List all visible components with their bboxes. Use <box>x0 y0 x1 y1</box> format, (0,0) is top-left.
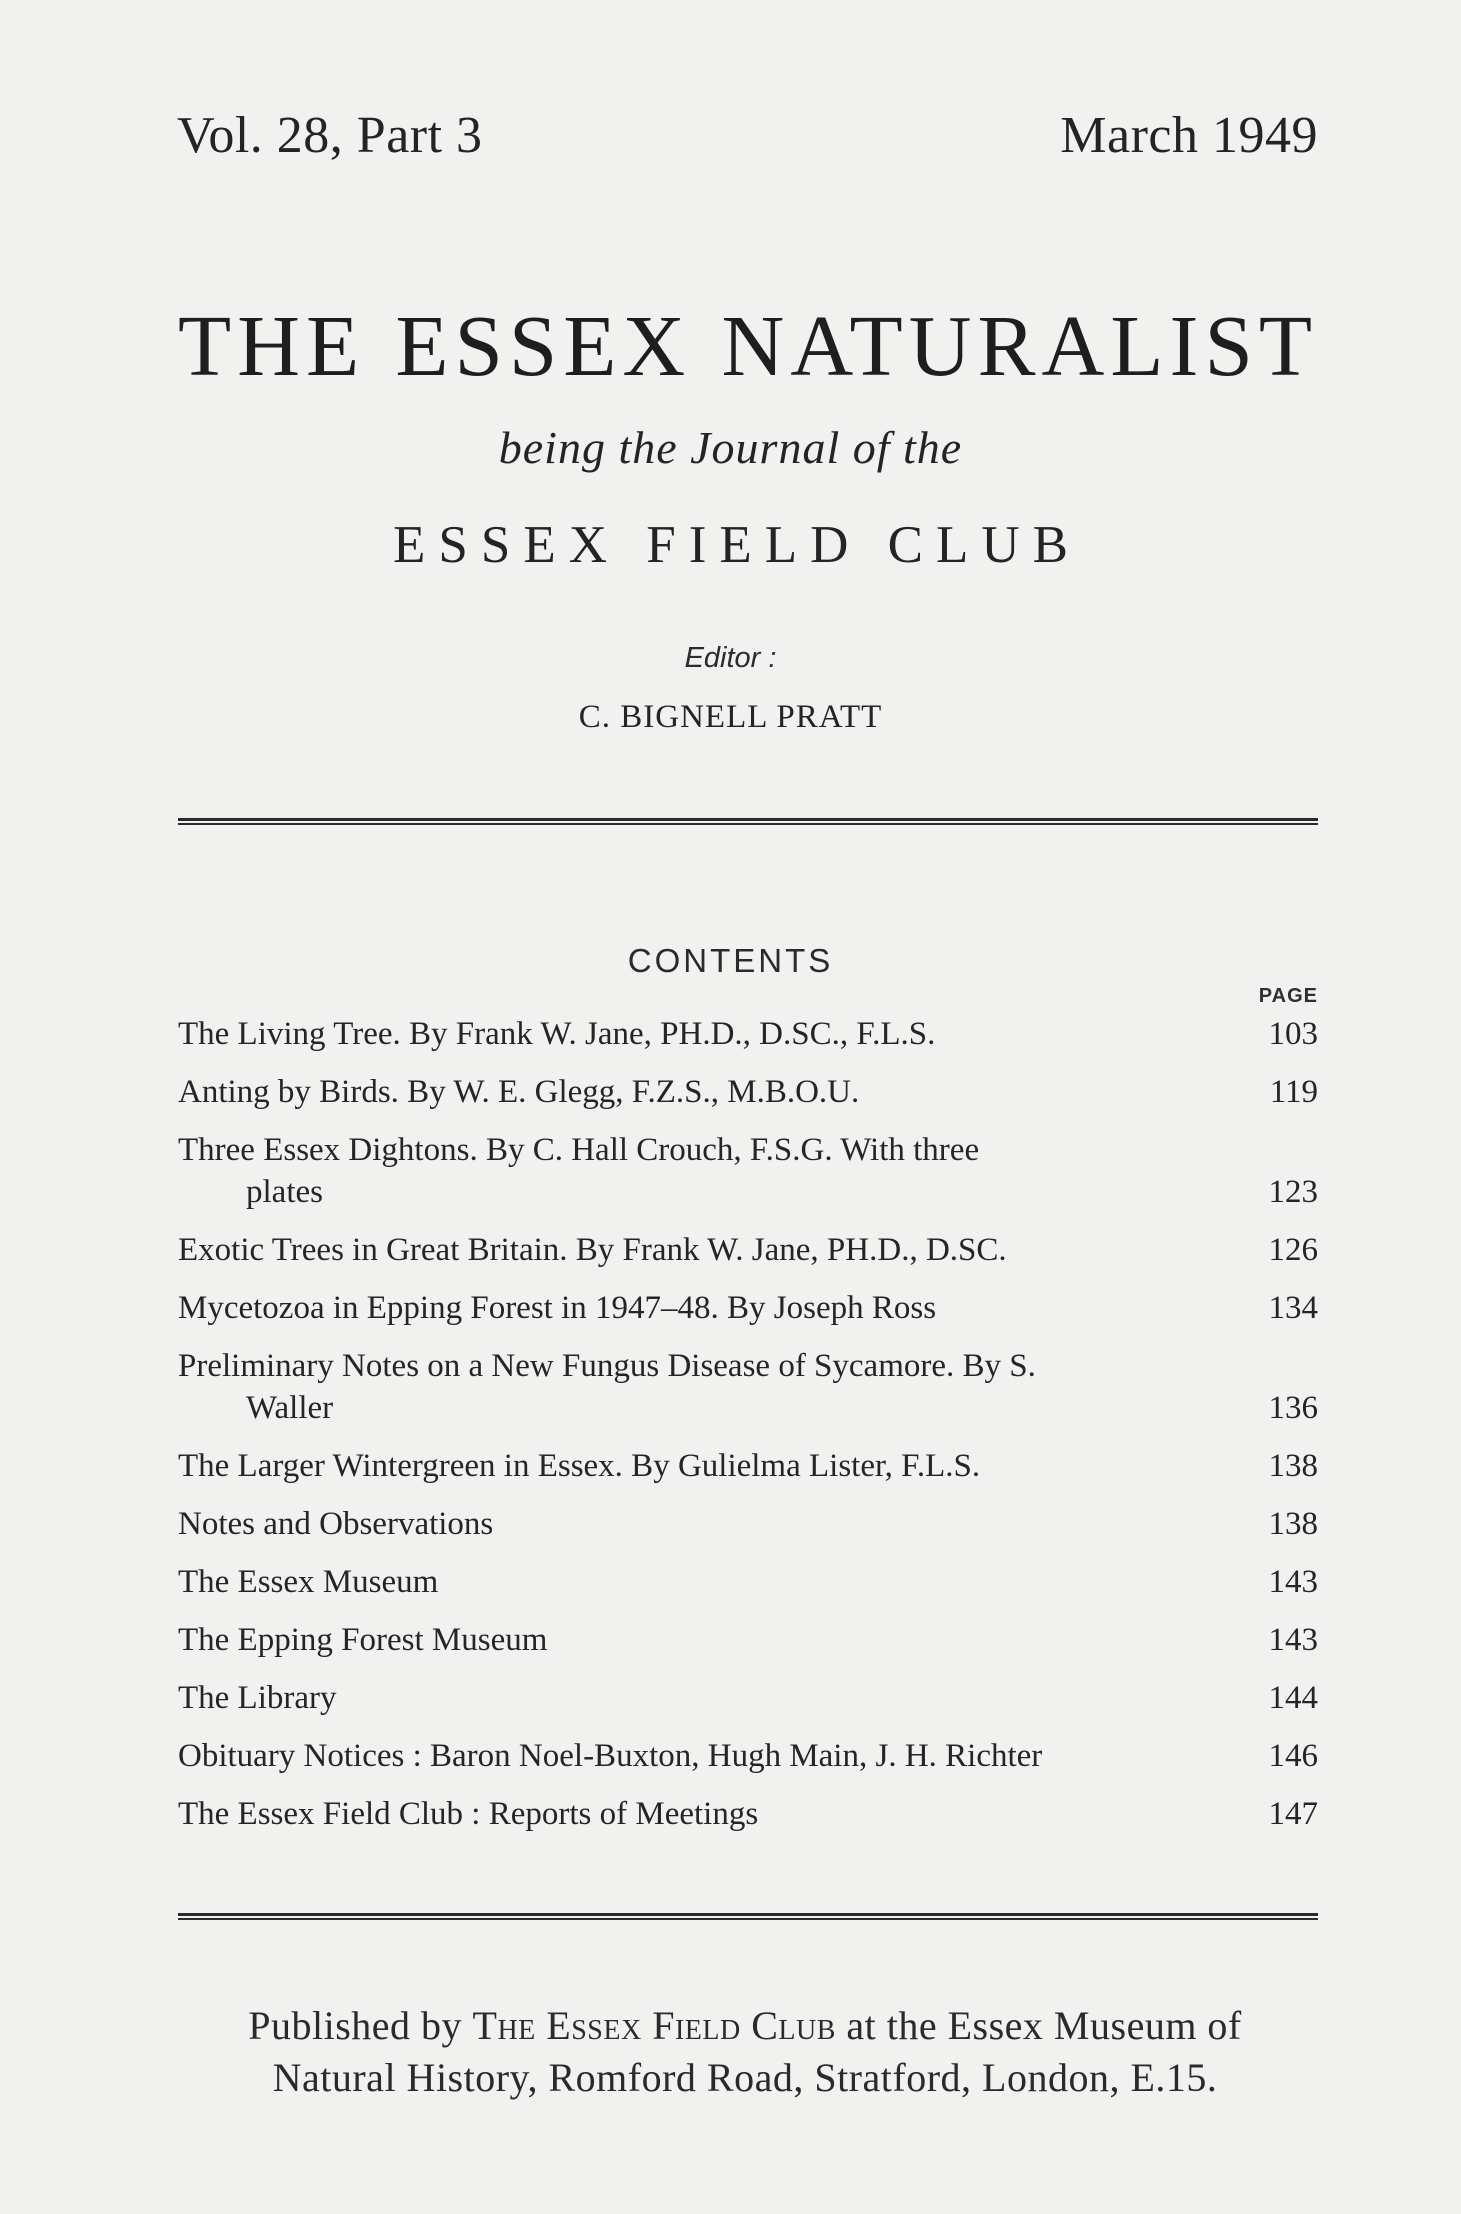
contents-entry-text <box>178 1013 1258 1055</box>
bottom-divider <box>178 1913 1318 1920</box>
contents-entry <box>178 1793 1318 1835</box>
journal-subtitle: being the Journal of the <box>498 422 963 473</box>
contents-entry-title: Three Essex Dightons. By C. Hall Crouch, F.S.G. With three <box>178 1132 980 1168</box>
contents-entry-page: 146 <box>1268 1738 1318 1774</box>
contents-entry-text <box>178 1071 1258 1113</box>
contents-entry <box>178 1677 1318 1719</box>
contents-entry-title: Anting by Birds. By W. E. Glegg, F.Z.S., M.B.O.U. <box>178 1074 860 1110</box>
contents-entry-text <box>178 1619 1258 1661</box>
contents-entry <box>178 1619 1318 1661</box>
contents-entry-page: 134 <box>1268 1290 1318 1326</box>
contents-entry <box>178 1503 1318 1545</box>
contents-entry-page: 143 <box>1268 1622 1318 1658</box>
contents-entry-page: 136 <box>1268 1390 1318 1426</box>
issue-date: March 1949 <box>1060 107 1318 164</box>
contents-entry <box>178 1735 1318 1777</box>
club-name: ESSEX FIELD CLUB <box>393 516 1081 574</box>
contents-heading: CONTENTS <box>627 942 834 979</box>
contents-entry-title: The Larger Wintergreen in Essex. By Gulielma Lister, F.L.S. <box>178 1448 981 1484</box>
contents-entry-page: 143 <box>1268 1564 1318 1600</box>
published-by-text: Published by <box>248 2003 463 2048</box>
contents-entry-text <box>178 1735 1258 1777</box>
publisher-imprint <box>170 2000 1320 2104</box>
contents-entry-title: The Library <box>178 1680 337 1716</box>
contents-entry-text <box>178 1345 1258 1429</box>
contents-entry-page: 103 <box>1268 1016 1318 1052</box>
volume-label: Vol. 28, Part 3 <box>177 107 483 164</box>
page-column-label: PAGE <box>1258 985 1318 1007</box>
contents-entry-text <box>178 1229 1258 1271</box>
publisher-location-text: at the Essex Museum of <box>846 2003 1242 2048</box>
contents-entry-text <box>178 1503 1258 1545</box>
publisher-name: The Essex Field Club <box>472 2003 836 2048</box>
contents-entry-continuation <box>178 1387 1232 1429</box>
contents-entry <box>178 1287 1318 1329</box>
contents-entry-page: 119 <box>1269 1074 1318 1110</box>
editor-name: C. BIGNELL PRATT <box>578 699 883 735</box>
contents-entry-title: Preliminary Notes on a New Fungus Disease of Sycamore. By S. <box>178 1348 1036 1384</box>
contents-entry-title: The Living Tree. By Frank W. Jane, PH.D., D.SC., F.L.S. <box>178 1016 936 1052</box>
contents-entry-page: 147 <box>1268 1796 1318 1832</box>
contents-entry-title: Notes and Observations <box>178 1506 494 1542</box>
publisher-line-2: Natural History, Romford Road, Stratford, London, E.15. <box>272 2055 1218 2100</box>
contents-entry-page: 126 <box>1268 1232 1318 1268</box>
contents-entry-text <box>178 1793 1258 1835</box>
contents-entry-continuation <box>178 1171 1232 1213</box>
contents-entry <box>178 1229 1318 1271</box>
contents-entry-page: 144 <box>1268 1680 1318 1716</box>
contents-entry-text <box>178 1287 1258 1329</box>
top-divider <box>178 818 1318 825</box>
contents-entry-title: The Epping Forest Museum <box>178 1622 548 1658</box>
contents-entry-title-continued: plates <box>246 1174 323 1210</box>
contents-entry-text <box>178 1561 1258 1603</box>
contents-list <box>178 1013 1318 1851</box>
publisher-line-1 <box>170 2000 1320 2052</box>
contents-entry-page: 123 <box>1268 1174 1318 1210</box>
journal-title: THE ESSEX NATURALIST <box>178 297 1318 394</box>
contents-entry <box>178 1345 1318 1429</box>
contents-entry <box>178 1445 1318 1487</box>
contents-entry-title: Obituary Notices : Baron Noel-Buxton, Hugh Main, J. H. Richter <box>178 1738 1043 1774</box>
contents-entry-title: The Essex Field Club : Reports of Meetings <box>178 1796 759 1832</box>
contents-entry-page: 138 <box>1268 1448 1318 1484</box>
contents-entry-page: 138 <box>1268 1506 1318 1542</box>
contents-entry-title-continued: Waller <box>246 1390 334 1426</box>
contents-entry-text <box>178 1129 1258 1213</box>
contents-entry <box>178 1013 1318 1055</box>
contents-entry <box>178 1561 1318 1603</box>
contents-entry <box>178 1071 1318 1113</box>
contents-entry <box>178 1129 1318 1213</box>
contents-entry-text <box>178 1677 1258 1719</box>
contents-entry-title: Mycetozoa in Epping Forest in 1947–48. By Joseph Ross <box>178 1290 937 1326</box>
contents-entry-title: The Essex Museum <box>178 1564 439 1600</box>
contents-entry-title: Exotic Trees in Great Britain. By Frank W. Jane, PH.D., D.SC. <box>178 1232 1007 1268</box>
contents-entry-text <box>178 1445 1258 1487</box>
editor-label: Editor : <box>684 642 777 674</box>
